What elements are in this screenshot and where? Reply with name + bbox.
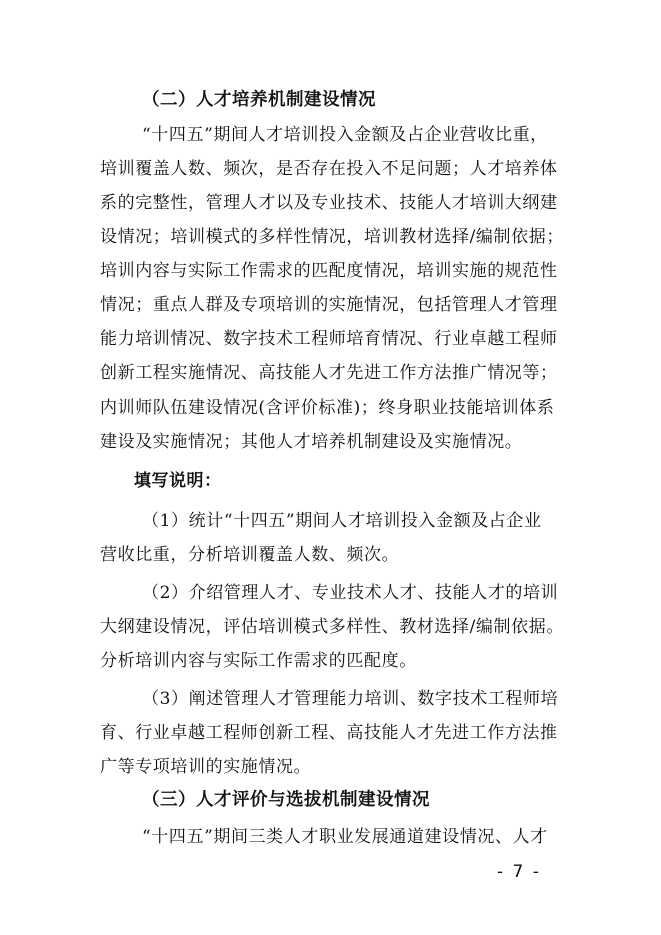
- section-2-line: 系的完整性，管理人才以及专业技术、技能人才培训大纲建: [100, 193, 558, 213]
- section-2-heading: （二）人才培养机制建设情况: [142, 90, 376, 110]
- section-2-line: 情况；重点人群及专项培训的实施情况，包括管理人才管理: [100, 295, 558, 315]
- section-3-line: “十四五”期间三类人才职业发展通道建设情况、人才: [142, 827, 548, 847]
- instruction-2-line: （2）介绍管理人才、专业技术人才、技能人才的培训: [142, 583, 559, 603]
- instruction-3-line: 育、行业卓越工程师创新工程、高技能人才先进工作方法推: [100, 723, 558, 743]
- section-2-line: 培训覆盖人数、频次，是否存在投入不足问题；人才培养体: [100, 159, 558, 179]
- instruction-2-line: 大纲建设情况，评估培训模式多样性、教材选择/编制依据。: [100, 617, 564, 637]
- section-2-line: 建设及实施情况；其他人才培养机制建设及实施情况。: [100, 432, 523, 452]
- instruction-1-line: 营收比重，分析培训覆盖人数、频次。: [100, 545, 400, 565]
- section-2-line: 创新工程实施情况、高技能人才先进工作方法推广情况等；: [100, 363, 558, 383]
- section-2-line: 能力培训情况、数字技术工程师培育情况、行业卓越工程师: [100, 329, 558, 349]
- section-3-heading: （三）人才评价与选拔机制建设情况: [142, 790, 430, 810]
- instruction-2-line: 分析培训内容与实际工作需求的匹配度。: [100, 651, 417, 671]
- section-2-line: “十四五”期间人才培训投入金额及占企业营收比重，: [142, 125, 548, 145]
- page-number: - 7 -: [497, 862, 541, 882]
- section-2-line: 设情况；培训模式的多样性情况，培训教材选择/编制依据；: [100, 227, 564, 247]
- instruction-1-line: （1）统计“十四五”期间人才培训投入金额及占企业: [142, 511, 542, 531]
- section-2-line: 内训师队伍建设情况(含评价标准)；终身职业技能培训体系: [100, 398, 555, 418]
- section-2-line: 培训内容与实际工作需求的匹配度情况，培训实施的规范性: [100, 261, 558, 281]
- instruction-3-line: （3）阐述管理人才管理能力培训、数字技术工程师培: [142, 689, 559, 709]
- instructions-heading: 填写说明：: [134, 471, 222, 491]
- instruction-3-line: 广等专项培训的实施情况。: [100, 757, 312, 777]
